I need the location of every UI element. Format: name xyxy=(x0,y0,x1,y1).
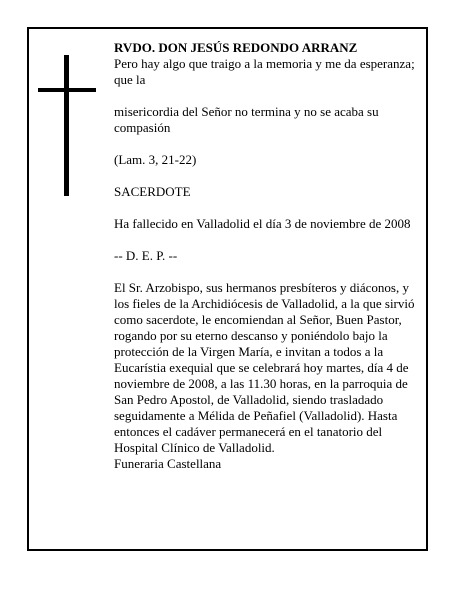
rip-line: -- D. E. P. -- xyxy=(114,248,178,263)
funeral-home: Funeraria Castellana xyxy=(114,456,222,471)
quote-line-2: misericordia del Señor no termina y no se acaba su compasión xyxy=(114,104,379,135)
notice-body: El Sr. Arzobispo, sus hermanos presbíteros y diáconos, y los fieles de la Archidiócesis de Valladolid, a la que sirvió como sacerdote, le encomiendan al Señor, Buen Pastor, rogando por su eterno descanso y poniéndolo bajo la protección de la Virgen María, e invitan a todos a la Eucarístia exequial que se celebrará hoy martes, día 4 de noviembre de 2008, a las 11.30 horas, en la parroquia de San Pedro Apostol, de Valladolid, siendo trasladado seguidamente a Mélida de Peñafiel (Valladolid). Hasta entonces el cadáver permanecerá en el tanatorio del Hospital Clínico de Valladolid. xyxy=(114,280,415,455)
deceased-name: RVDO. DON JESÚS REDONDO ARRANZ xyxy=(114,40,358,55)
quote-line-1: Pero hay algo que traigo a la memoria y me da esperanza; que la xyxy=(114,56,415,87)
cross-horizontal-bar xyxy=(38,88,96,92)
cross-vertical-bar xyxy=(64,55,69,196)
notice-content xyxy=(114,40,420,472)
death-notice: Ha fallecido en Valladolid el día 3 de noviembre de 2008 xyxy=(114,216,411,231)
deceased-title: SACERDOTE xyxy=(114,184,191,199)
quote-citation: (Lam. 3, 21-22) xyxy=(114,152,197,167)
